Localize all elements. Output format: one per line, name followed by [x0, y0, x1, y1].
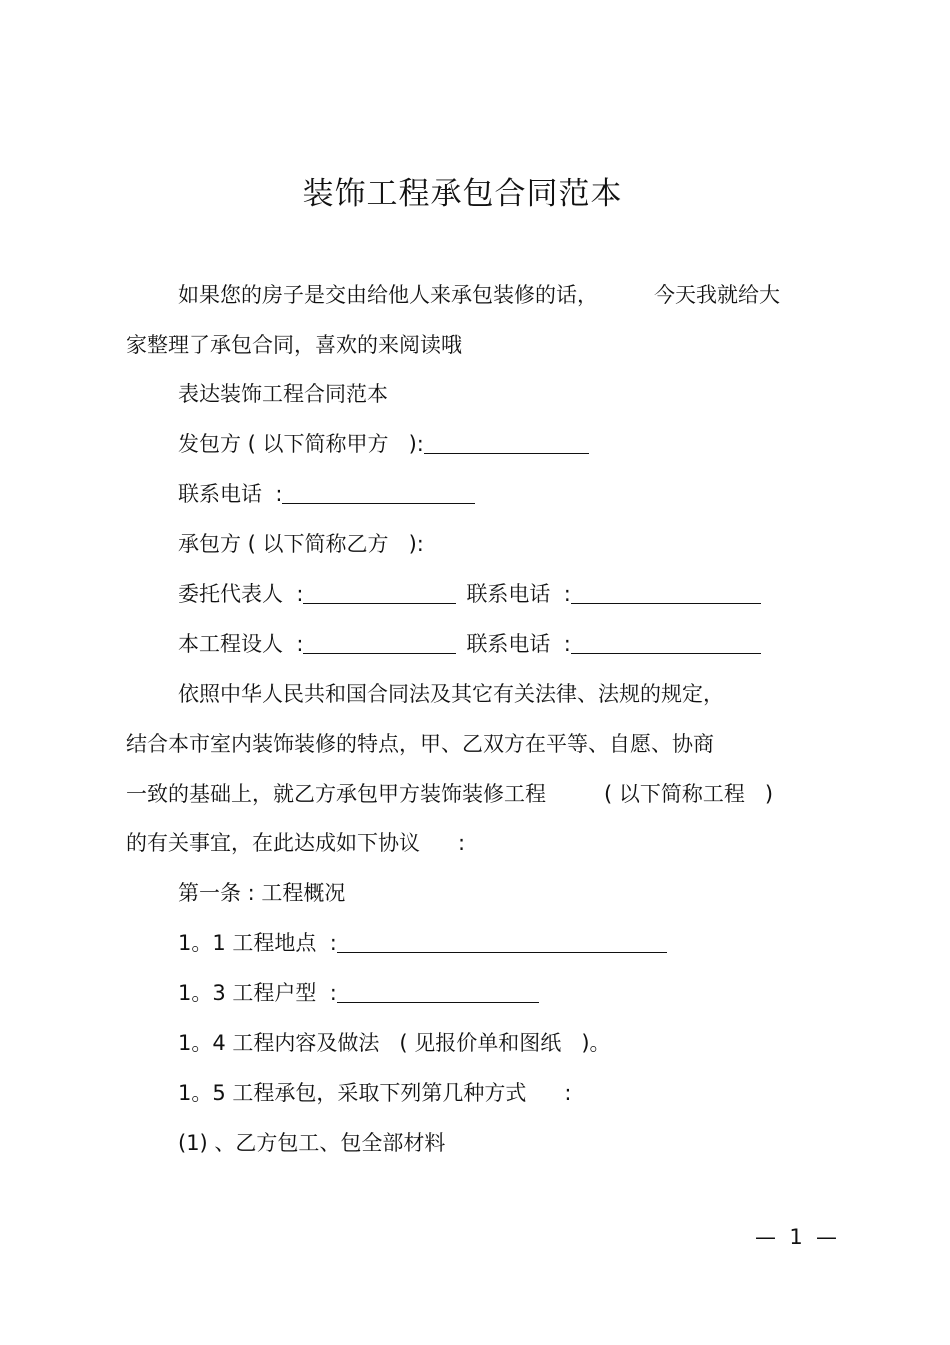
item-1-1-label: 1。1 工程地点 :	[178, 931, 337, 955]
item-1-3-line	[178, 978, 539, 1008]
party-a-blank	[424, 433, 589, 454]
lead-phone-blank	[571, 633, 761, 654]
rep-phone-label: 联系电话 :	[466, 582, 571, 606]
rep-phone-blank	[571, 583, 761, 604]
article-1-heading: 第一条 : 工程概况	[178, 881, 346, 905]
party-a-label: 发包方 ( 以下简称甲方 ):	[178, 432, 424, 456]
phone-a-blank	[282, 483, 475, 504]
intro-text-a: 如果您的房子是交由给他人来承包装修的话，	[178, 283, 598, 307]
representative-line	[178, 579, 761, 609]
intro-text-b: 今天我就给大	[654, 283, 780, 307]
page-number: — 1 —	[755, 1225, 838, 1249]
paragraph-line-3-text: 一致的基础上，就乙方承包甲方装饰装修工程	[126, 782, 546, 806]
project-lead-blank	[303, 633, 456, 654]
project-lead-line	[178, 629, 761, 659]
paragraph-line-4-text: 的有关事宜，在此达成如下协议	[126, 831, 420, 855]
intro-line-1	[178, 280, 780, 310]
party-a-line	[178, 429, 589, 459]
party-b-line: 承包方 ( 以下简称乙方 ):	[178, 532, 424, 556]
contract-heading: 表达装饰工程合同范本	[178, 382, 388, 406]
representative-blank	[303, 583, 456, 604]
paragraph-line-3	[126, 779, 773, 809]
paragraph-line-1: 依照中华人民共和国合同法及其它有关法律、法规的规定，	[178, 682, 724, 706]
item-1-1-blank	[337, 932, 667, 953]
phone-a-line	[178, 479, 475, 509]
item-1-5-text: 1。5 工程承包，采取下列第几种方式	[178, 1081, 527, 1105]
paragraph-line-4	[126, 828, 465, 858]
paragraph-line-4-colon: :	[458, 831, 466, 855]
phone-a-label: 联系电话 :	[178, 482, 283, 506]
project-lead-label: 本工程设人 :	[178, 632, 304, 656]
item-1-1-line	[178, 928, 667, 958]
paragraph-line-3-note: ( 以下简称工程 )	[604, 782, 774, 806]
item-1-5-colon: :	[564, 1081, 572, 1105]
document-title: 装饰工程承包合同范本	[302, 176, 623, 212]
option-1-line: (1) 、乙方包工、包全部材料	[178, 1131, 446, 1155]
item-1-5-line	[178, 1078, 571, 1108]
item-1-3-blank	[337, 982, 539, 1003]
lead-phone-label: 联系电话 :	[466, 632, 571, 656]
paragraph-line-2: 结合本市室内装饰装修的特点，甲、乙双方在平等、自愿、协商	[126, 732, 714, 756]
representative-label: 委托代表人 :	[178, 582, 304, 606]
intro-line-2: 家整理了承包合同，喜欢的来阅读哦	[126, 333, 462, 357]
item-1-3-label: 1。3 工程户型 :	[178, 981, 337, 1005]
item-1-4-line: 1。4 工程内容及做法 ( 见报价单和图纸 )。	[178, 1031, 611, 1055]
